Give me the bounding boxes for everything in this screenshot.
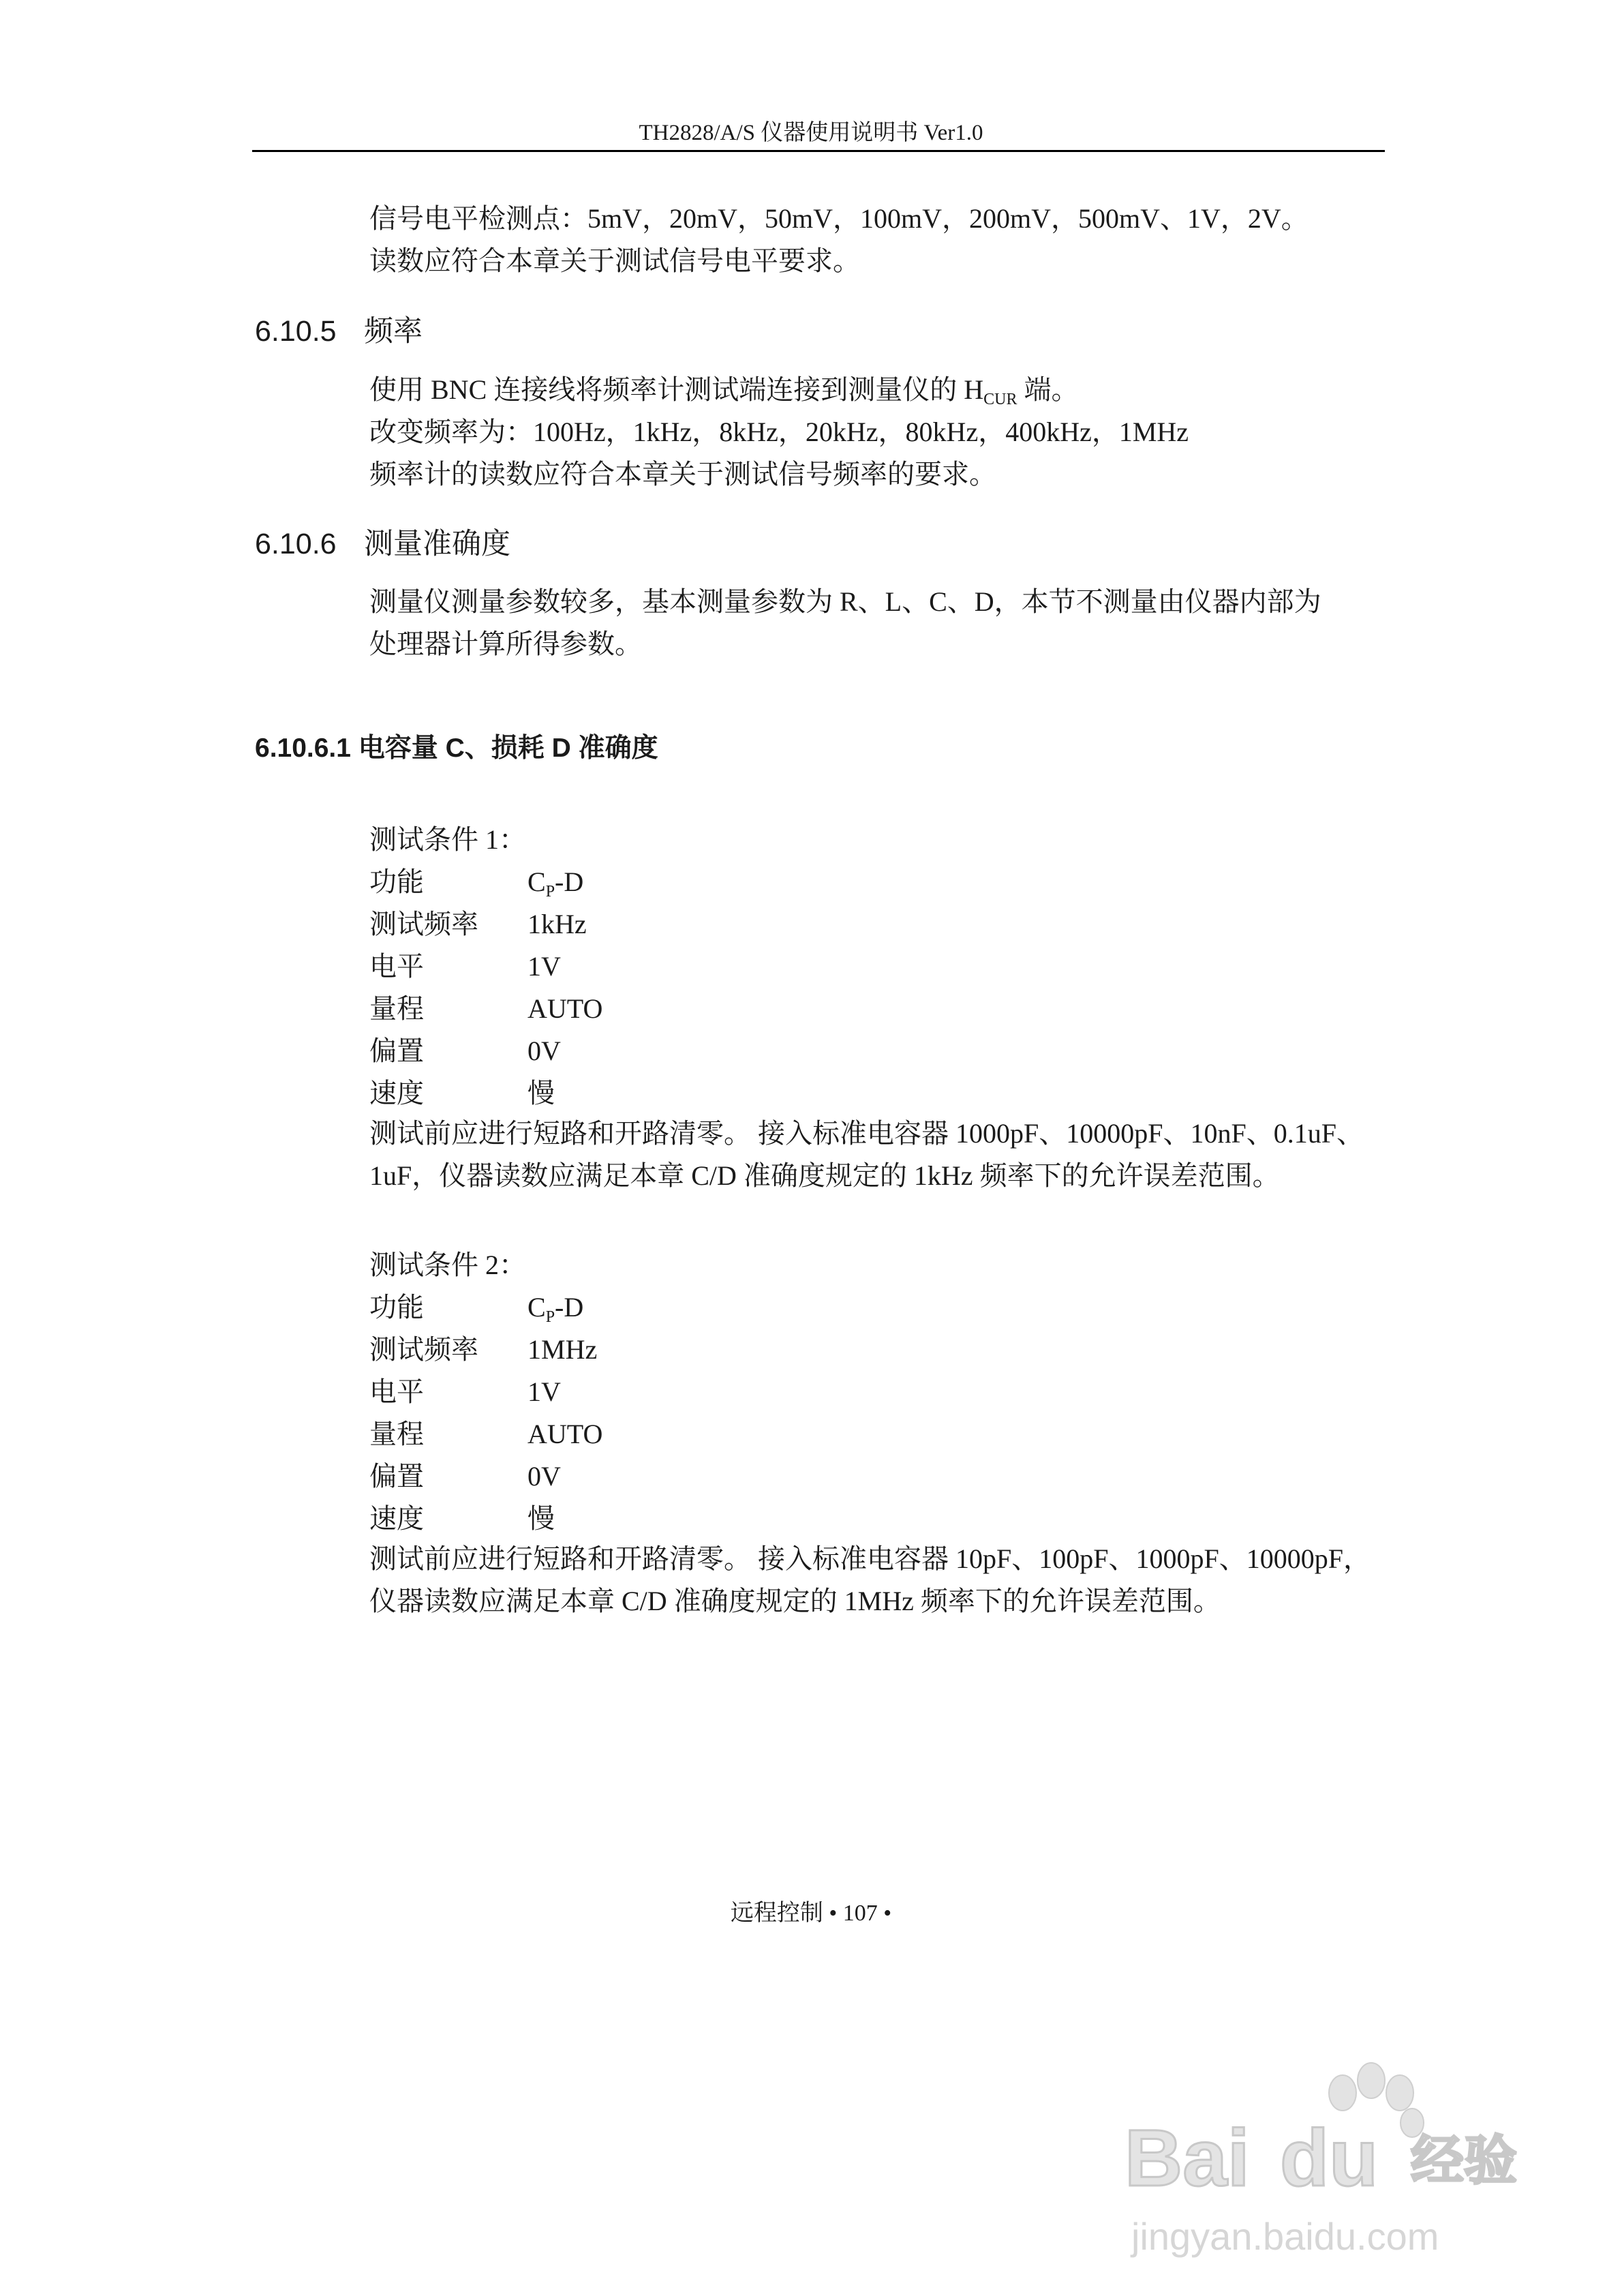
s6105-line-2: 改变频率为：100Hz，1kHz，8kHz，20kHz，80kHz，400kHz，1MHz (369, 417, 1189, 447)
value: 1V (527, 1376, 561, 1407)
label: 量程 (369, 1419, 424, 1449)
value: 慢 (527, 1078, 555, 1108)
value: AUTO (527, 993, 603, 1024)
cond1-frequency-row (369, 903, 587, 941)
label: 速度 (369, 1078, 424, 1108)
page-footer: 远程控制 • 107 • (730, 1901, 892, 1926)
value: 1V (527, 951, 561, 982)
label: 电平 (369, 951, 424, 982)
section-6-10-6-1-heading: 6.10.6.1 电容量 C、损耗 D 准确度 (255, 734, 658, 763)
section-6-10-6-heading (255, 521, 510, 562)
cond1-bias-row (369, 1029, 561, 1068)
label: 功能 (369, 1292, 424, 1323)
text: 使用 BNC 连接线将频率计测试端连接到测量仪的 H (369, 374, 984, 405)
cond2-bias-row (369, 1455, 561, 1494)
value: 慢 (527, 1503, 555, 1534)
cond2-range-row (369, 1413, 602, 1451)
section-number: 6.10.6 (255, 528, 337, 560)
label: 测试频率 (369, 909, 478, 939)
value: AUTO (527, 1419, 603, 1449)
s6106-line-1: 测量仪测量参数较多，基本测量参数为 R、L、C、D，本节不测量由仪器内部为 (369, 586, 1321, 617)
cond2-frequency-row (369, 1328, 597, 1367)
value: 0V (527, 1036, 561, 1066)
s6105-line-3: 频率计的读数应符合本章关于测试信号频率的要求。 (369, 459, 996, 489)
label: 功能 (369, 866, 424, 897)
cond1-level-row (369, 945, 561, 984)
section-title: 频率 (364, 315, 423, 348)
label: 速度 (369, 1503, 424, 1534)
label: 电平 (369, 1376, 424, 1407)
cond2-heading: 测试条件 2： (369, 1250, 526, 1280)
running-header: TH2828/A/S 仪器使用说明书 Ver1.0 (639, 121, 983, 145)
section-6-10-5-heading (255, 308, 423, 350)
label: 量程 (369, 993, 424, 1024)
value: 1kHz (527, 909, 587, 939)
label: 偏置 (369, 1036, 424, 1066)
value: $C_P-D$ (527, 866, 584, 901)
intro-line-1: 信号电平检测点：5mV，20mV，50mV，100mV，200mV，500mV、1V，2V。 (369, 203, 1309, 234)
s6106-line-2: 处理器计算所得参数。 (369, 629, 642, 659)
cond2-note-line-1: 测试前应进行短路和开路清零。 接入标准电容器 10pF、100pF、1000pF、10000pF， (369, 1543, 1371, 1574)
header-divider (252, 150, 1385, 152)
cond1-range-row (369, 987, 602, 1026)
cond1-note-line-2: 1uF，仪器读数应满足本章 C/D 准确度规定的 1kHz 频率下的允许误差范围。 (369, 1160, 1280, 1191)
cond2-function-row (369, 1286, 583, 1327)
baidu-jingyan-watermark-icon (1118, 2052, 1554, 2270)
label: 偏置 (369, 1461, 424, 1492)
subscript: CUR (983, 391, 1017, 408)
cond2-level-row (369, 1370, 561, 1409)
value: $C_P-D$ (527, 1292, 584, 1326)
label: 测试频率 (369, 1334, 478, 1365)
cond2-note-line-2: 仪器读数应满足本章 C/D 准确度规定的 1MHz 频率下的允许误差范围。 (369, 1586, 1221, 1616)
intro-line-2: 读数应符合本章关于测试信号电平要求。 (369, 245, 860, 276)
svg-text:jingyan.baidu.com: jingyan.baidu.com (1131, 2215, 1439, 2258)
cond1-note-line-1: 测试前应进行短路和开路清零。 接入标准电容器 1000pF、10000pF、10nF、0.1uF、 (369, 1118, 1364, 1149)
svg-text:du: du (1280, 2113, 1379, 2203)
section-number: 6.10.5 (255, 315, 337, 348)
section-title: 测量准确度 (364, 528, 510, 560)
svg-text:经验: 经验 (1411, 2130, 1518, 2190)
cond1-function-row (369, 860, 583, 901)
cond1-heading: 测试条件 1： (369, 824, 526, 855)
cond2-speed-row (369, 1497, 555, 1536)
svg-text:Bai: Bai (1124, 2113, 1250, 2203)
value: 1MHz (527, 1334, 598, 1365)
cond1-speed-row (369, 1072, 555, 1111)
value: 0V (527, 1461, 561, 1492)
text: 端。 (1017, 374, 1079, 405)
